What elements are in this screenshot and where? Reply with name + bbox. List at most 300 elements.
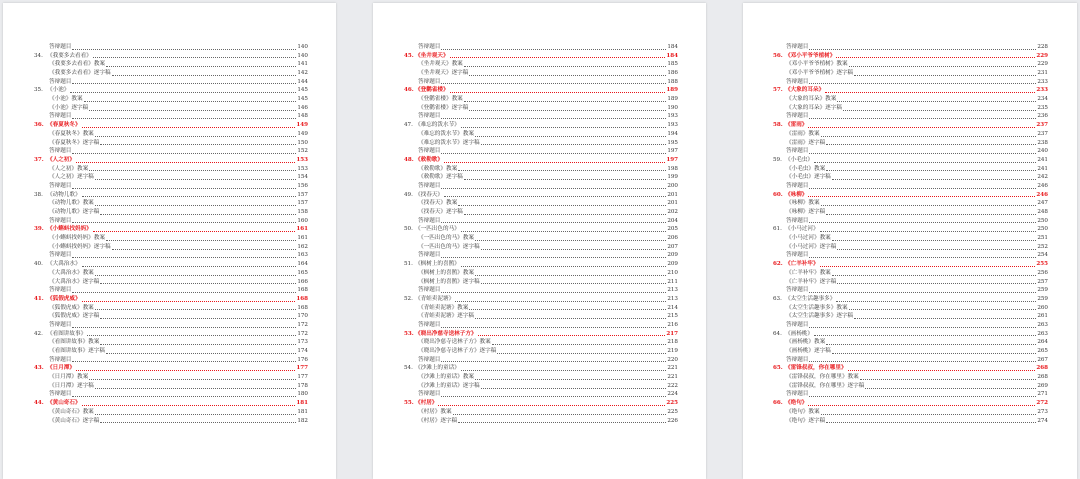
toc-sub-entry[interactable] xyxy=(373,95,706,104)
toc-entry-title: 《登鹳雀楼》 xyxy=(415,87,449,94)
toc-entry-title: 《村居》教案 xyxy=(418,408,452,415)
dot-leader xyxy=(100,144,296,145)
toc-entry-title: 《找春天》逐字稿 xyxy=(418,209,463,216)
dot-leader xyxy=(809,222,1036,223)
toc-page-number: 241 xyxy=(1037,165,1048,172)
toc-sub-entry[interactable] xyxy=(373,338,706,347)
toc-chapter-entry[interactable] xyxy=(743,225,1077,234)
toc-page-number: 165 xyxy=(297,269,308,276)
toc-entry-title: 《晓出净慈寺送林子方》逐字稿 xyxy=(418,348,497,355)
toc-sub-entry[interactable] xyxy=(373,147,706,156)
toc-sub-entry[interactable] xyxy=(743,278,1077,287)
dot-leader xyxy=(89,170,296,171)
toc-sub-entry[interactable] xyxy=(743,391,1077,400)
toc-sub-entry[interactable] xyxy=(743,139,1077,148)
toc-entry-number: 47. xyxy=(404,122,413,129)
toc-page-number: 197 xyxy=(667,148,678,155)
dot-leader xyxy=(826,344,1036,345)
toc-sub-entry[interactable] xyxy=(3,382,336,391)
dot-leader xyxy=(458,170,666,171)
toc-entry-title: 《一匹出色的马》逐字稿 xyxy=(418,243,480,250)
toc-sub-entry[interactable] xyxy=(373,43,706,52)
dot-leader xyxy=(82,196,297,197)
toc-chapter-entry[interactable] xyxy=(373,86,706,95)
toc-entry-title: 《小蝌蚪找妈妈》教案 xyxy=(49,235,105,242)
toc-entry-title: 《小马过河》教案 xyxy=(786,235,831,242)
toc-page-number: 213 xyxy=(667,287,678,294)
toc-entry-title: 答辩题目 xyxy=(418,78,441,85)
toc-sub-entry[interactable] xyxy=(373,113,706,122)
toc-entry-title: 《一匹出色的马》 xyxy=(415,226,460,233)
toc-sub-entry[interactable] xyxy=(743,269,1077,278)
toc-chapter-entry[interactable] xyxy=(743,191,1077,200)
toc-sub-entry[interactable] xyxy=(3,217,336,226)
toc-entry-number: 37. xyxy=(34,156,44,163)
toc-sub-entry[interactable] xyxy=(373,304,706,313)
toc-sub-entry[interactable] xyxy=(3,43,336,52)
toc-sub-entry[interactable] xyxy=(3,234,336,243)
toc-page-number: 177 xyxy=(297,374,308,381)
toc-entry-title: 《日月潭》教案 xyxy=(49,374,89,381)
toc-sub-entry[interactable] xyxy=(3,321,336,330)
toc-sub-entry[interactable] xyxy=(3,278,336,287)
toc-sub-entry[interactable] xyxy=(373,208,706,217)
toc-sub-entry[interactable] xyxy=(373,60,706,69)
toc-sub-entry[interactable] xyxy=(743,234,1077,243)
toc-chapter-entry[interactable] xyxy=(373,191,706,200)
toc-sub-entry[interactable] xyxy=(3,173,336,182)
dot-leader xyxy=(825,92,1035,93)
toc-sub-entry[interactable] xyxy=(3,243,336,252)
toc-sub-entry[interactable] xyxy=(3,312,336,321)
toc-chapter-entry[interactable] xyxy=(3,52,336,61)
toc-sub-entry[interactable] xyxy=(743,417,1077,426)
toc-entry-number: 45. xyxy=(404,52,414,59)
toc-sub-entry[interactable] xyxy=(3,208,336,217)
toc-sub-entry[interactable] xyxy=(373,382,706,391)
toc-sub-entry[interactable] xyxy=(3,95,336,104)
toc-page-number: 202 xyxy=(667,209,678,216)
toc-entry-title: 答辩题目 xyxy=(418,356,441,363)
toc-entry-title: 《黄山奇石》逐字稿 xyxy=(49,417,100,424)
toc-entry-number: 42. xyxy=(34,330,43,337)
toc-entry-title: 答辩题目 xyxy=(49,148,72,155)
dot-leader xyxy=(72,118,296,119)
toc-chapter-entry[interactable] xyxy=(743,156,1077,165)
toc-page-number: 265 xyxy=(1037,348,1048,355)
toc-sub-entry[interactable] xyxy=(373,269,706,278)
toc-sub-entry[interactable] xyxy=(3,286,336,295)
toc-chapter-entry[interactable] xyxy=(3,295,336,304)
toc-sub-entry[interactable] xyxy=(743,199,1077,208)
toc-sub-entry[interactable] xyxy=(3,338,336,347)
toc-page-number: 236 xyxy=(1037,113,1048,120)
toc-entry-number: 35. xyxy=(34,87,43,94)
toc-sub-entry[interactable] xyxy=(373,391,706,400)
toc-entry-title: 答辩题目 xyxy=(49,78,72,85)
toc-entry-title: 《咏柳》逐字稿 xyxy=(786,209,826,216)
toc-sub-entry[interactable] xyxy=(3,373,336,382)
dot-leader xyxy=(438,405,665,406)
dot-leader xyxy=(832,353,1037,354)
toc-entry-title: 《枫树上的喜鹊》逐字稿 xyxy=(418,278,480,285)
toc-chapter-entry[interactable] xyxy=(373,52,706,61)
toc-sub-entry[interactable] xyxy=(743,208,1077,217)
toc-sub-entry[interactable] xyxy=(373,69,706,78)
toc-sub-entry[interactable] xyxy=(373,321,706,330)
toc-sub-entry[interactable] xyxy=(743,408,1077,417)
toc-entry-title: 《太空生活趣事多》教案 xyxy=(786,304,848,311)
dot-leader xyxy=(89,379,296,380)
toc-entry-title: 《小蝌蚪找妈妈》逐字稿 xyxy=(49,243,111,250)
dot-leader xyxy=(820,266,1036,267)
toc-entry-title: 《沙滩上的童话》逐字稿 xyxy=(418,382,480,389)
toc-entry-title: 《大象的耳朵》 xyxy=(785,87,825,94)
page-2 xyxy=(373,3,706,479)
toc-sub-entry[interactable] xyxy=(743,43,1077,52)
toc-sub-entry[interactable] xyxy=(373,252,706,261)
toc-chapter-entry[interactable] xyxy=(743,52,1077,61)
toc-chapter-entry[interactable] xyxy=(743,86,1077,95)
toc-sub-entry[interactable] xyxy=(743,78,1077,87)
toc-chapter-entry[interactable] xyxy=(3,156,336,165)
toc-sub-entry[interactable] xyxy=(3,165,336,174)
toc-sub-entry[interactable] xyxy=(373,373,706,382)
toc-sub-entry[interactable] xyxy=(3,147,336,156)
toc-entry-title: 答辩题目 xyxy=(786,182,809,189)
toc-sub-entry[interactable] xyxy=(3,417,336,426)
toc-sub-entry[interactable] xyxy=(3,139,336,148)
toc-chapter-entry[interactable] xyxy=(3,191,336,200)
toc-page-number: 221 xyxy=(667,374,678,381)
toc-sub-entry[interactable] xyxy=(373,165,706,174)
dot-leader xyxy=(95,205,297,206)
toc-sub-entry[interactable] xyxy=(743,95,1077,104)
dot-leader xyxy=(809,83,1036,84)
toc-entry-title: 答辩题目 xyxy=(418,252,441,259)
dot-leader xyxy=(72,327,296,328)
toc-sub-entry[interactable] xyxy=(3,356,336,365)
toc-entry-number: 48. xyxy=(404,156,414,163)
toc-sub-entry[interactable] xyxy=(3,130,336,139)
toc-entry-title: 《狐假虎威》逐字稿 xyxy=(49,313,100,320)
toc-entry-title: 答辩题目 xyxy=(49,287,72,294)
toc-page-number: 268 xyxy=(1037,374,1048,381)
dot-leader xyxy=(441,361,666,362)
toc-sub-entry[interactable] xyxy=(3,252,336,261)
toc-entry-number: 54. xyxy=(404,365,413,372)
toc-entry-title: 《坐井观天》教案 xyxy=(418,61,463,68)
toc-entry-title: 《动物儿歌》逐字稿 xyxy=(49,209,100,216)
toc-entry-title: 答辩题目 xyxy=(49,321,72,328)
toc-sub-entry[interactable] xyxy=(373,234,706,243)
toc-entry-title: 答辩题目 xyxy=(49,43,72,50)
toc-sub-entry[interactable] xyxy=(373,243,706,252)
dot-leader xyxy=(112,249,297,250)
toc-page-number: 184 xyxy=(667,43,678,50)
toc-sub-entry[interactable] xyxy=(743,338,1077,347)
toc-entry-title: 《小蝌蚪找妈妈》 xyxy=(47,226,92,233)
toc-sub-entry[interactable] xyxy=(743,217,1077,226)
dot-leader xyxy=(475,318,666,319)
toc-sub-entry[interactable] xyxy=(743,69,1077,78)
toc-sub-entry[interactable] xyxy=(743,113,1077,122)
dot-leader xyxy=(809,361,1036,362)
toc-entry-title: 《枫树上的喜鹊》教案 xyxy=(418,269,474,276)
dot-leader xyxy=(837,283,1036,284)
dot-leader xyxy=(849,66,1037,67)
toc-chapter-entry[interactable] xyxy=(373,399,706,408)
toc-entry-title: 《小毛虫》 xyxy=(785,156,813,163)
dot-leader xyxy=(464,66,667,67)
toc-page-number: 255 xyxy=(1036,261,1048,268)
toc-entry-title: 《敕勒歌》 xyxy=(415,156,443,163)
toc-sub-entry[interactable] xyxy=(3,104,336,113)
toc-chapter-entry[interactable] xyxy=(373,225,706,234)
dot-leader xyxy=(95,136,297,137)
toc-sub-entry[interactable] xyxy=(743,347,1077,356)
dot-leader xyxy=(87,335,296,336)
toc-sub-entry[interactable] xyxy=(743,147,1077,156)
toc-entry-title: 《人之初》逐字稿 xyxy=(49,174,94,181)
toc-entry-title: 答辩题目 xyxy=(786,391,809,398)
toc-sub-entry[interactable] xyxy=(373,104,706,113)
toc-entry-title: 《小毛虫》逐字稿 xyxy=(786,174,831,181)
toc-chapter-entry[interactable] xyxy=(373,330,706,339)
toc-page-number: 269 xyxy=(1037,382,1048,389)
dot-leader xyxy=(497,353,666,354)
toc-sub-entry[interactable] xyxy=(373,173,706,182)
toc-entry-number: 58. xyxy=(773,122,783,129)
toc-page-number: 246 xyxy=(1037,182,1048,189)
dot-leader xyxy=(84,101,297,102)
toc-entry-title: 《雷雨》教案 xyxy=(786,130,820,137)
toc-entry-title: 答辩题目 xyxy=(786,252,809,259)
toc-sub-entry[interactable] xyxy=(743,243,1077,252)
toc-entry-number: 55. xyxy=(404,400,414,407)
dot-leader xyxy=(95,179,297,180)
toc-page-number: 193 xyxy=(667,113,678,120)
toc-sub-entry[interactable] xyxy=(743,252,1077,261)
toc-sub-entry[interactable] xyxy=(373,78,706,87)
toc-entry-title: 《大禹治水》 xyxy=(47,261,81,268)
toc-sub-entry[interactable] xyxy=(3,69,336,78)
dot-leader xyxy=(475,240,666,241)
toc-chapter-entry[interactable] xyxy=(743,295,1077,304)
toc-page-number: 200 xyxy=(667,182,678,189)
dot-leader xyxy=(809,118,1036,119)
dot-leader xyxy=(809,327,1036,328)
toc-entry-title: 答辩题目 xyxy=(418,287,441,294)
toc-page-number: 163 xyxy=(297,252,308,259)
toc-page-number: 234 xyxy=(1037,96,1048,103)
toc-list xyxy=(373,43,706,425)
toc-sub-entry[interactable] xyxy=(373,199,706,208)
toc-sub-entry[interactable] xyxy=(373,417,706,426)
toc-sub-entry[interactable] xyxy=(373,347,706,356)
dot-leader xyxy=(808,196,1035,197)
toc-chapter-entry[interactable] xyxy=(373,260,706,269)
toc-entry-title: 答辩题目 xyxy=(786,356,809,363)
toc-page-number: 157 xyxy=(297,191,308,198)
toc-entry-title: 《找春天》教案 xyxy=(418,200,458,207)
toc-page-number: 248 xyxy=(1037,209,1048,216)
toc-entry-title: 《日月潭》逐字稿 xyxy=(49,382,94,389)
dot-leader xyxy=(849,309,1037,310)
toc-sub-entry[interactable] xyxy=(3,113,336,122)
toc-page-number: 250 xyxy=(1037,226,1048,233)
toc-page-number: 177 xyxy=(296,365,308,372)
toc-entry-title: 《难忘的泼水节》 xyxy=(415,122,460,129)
toc-sub-entry[interactable] xyxy=(373,356,706,365)
toc-sub-entry[interactable] xyxy=(743,373,1077,382)
toc-page-number: 180 xyxy=(297,391,308,398)
toc-chapter-entry[interactable] xyxy=(3,364,336,373)
dot-leader xyxy=(441,49,666,50)
toc-sub-entry[interactable] xyxy=(3,304,336,313)
toc-sub-entry[interactable] xyxy=(373,217,706,226)
toc-entry-title: 《绝句》 xyxy=(785,400,808,407)
toc-chapter-entry[interactable] xyxy=(743,260,1077,269)
toc-entry-title: 《难忘的泼水节》逐字稿 xyxy=(418,139,480,146)
toc-page-number: 247 xyxy=(1037,200,1048,207)
toc-sub-entry[interactable] xyxy=(3,391,336,400)
toc-sub-entry[interactable] xyxy=(743,382,1077,391)
toc-chapter-entry[interactable] xyxy=(743,121,1077,130)
toc-chapter-entry[interactable] xyxy=(373,121,706,130)
toc-page-number: 237 xyxy=(1037,130,1048,137)
toc-sub-entry[interactable] xyxy=(743,173,1077,182)
toc-chapter-entry[interactable] xyxy=(743,399,1077,408)
toc-entry-title: 答辩题目 xyxy=(786,78,809,85)
toc-page-number: 206 xyxy=(667,235,678,242)
toc-sub-entry[interactable] xyxy=(3,199,336,208)
dot-leader xyxy=(453,414,667,415)
toc-chapter-entry[interactable] xyxy=(743,364,1077,373)
toc-sub-entry[interactable] xyxy=(743,104,1077,113)
toc-sub-entry[interactable] xyxy=(743,165,1077,174)
toc-sub-entry[interactable] xyxy=(3,269,336,278)
dot-leader xyxy=(95,414,297,415)
toc-page-number: 149 xyxy=(297,130,308,137)
toc-chapter-entry[interactable] xyxy=(3,399,336,408)
toc-entry-title: 《太空生活趣事多》 xyxy=(785,295,836,302)
dot-leader xyxy=(475,379,666,380)
toc-sub-entry[interactable] xyxy=(373,286,706,295)
toc-entry-title: 答辩题目 xyxy=(418,113,441,120)
toc-sub-entry[interactable] xyxy=(373,182,706,191)
toc-chapter-entry[interactable] xyxy=(373,295,706,304)
toc-entry-number: 64. xyxy=(773,330,782,337)
toc-page-number: 205 xyxy=(667,226,678,233)
toc-page-number: 251 xyxy=(1037,235,1048,242)
toc-chapter-entry[interactable] xyxy=(3,330,336,339)
toc-page-number: 140 xyxy=(297,43,308,50)
dot-leader xyxy=(464,101,667,102)
dot-leader xyxy=(72,153,296,154)
toc-entry-title: 《咏柳》教案 xyxy=(786,200,820,207)
toc-chapter-entry[interactable] xyxy=(373,156,706,165)
toc-chapter-entry[interactable] xyxy=(743,330,1077,339)
toc-sub-entry[interactable] xyxy=(3,408,336,417)
toc-sub-entry[interactable] xyxy=(373,278,706,287)
toc-entry-title: 《看图讲故事》教案 xyxy=(49,339,100,346)
dot-leader xyxy=(72,83,296,84)
toc-page-number: 194 xyxy=(667,130,678,137)
toc-sub-entry[interactable] xyxy=(743,60,1077,69)
toc-page-number: 216 xyxy=(667,321,678,328)
toc-entry-title: 《太空生活趣事多》逐字稿 xyxy=(786,313,854,320)
dot-leader xyxy=(72,188,296,189)
toc-page-number: 158 xyxy=(297,209,308,216)
toc-page-number: 172 xyxy=(297,330,308,337)
dot-leader xyxy=(809,153,1036,154)
toc-sub-entry[interactable] xyxy=(373,408,706,417)
toc-sub-entry[interactable] xyxy=(373,130,706,139)
dot-leader xyxy=(461,370,667,371)
dot-leader xyxy=(826,422,1036,423)
toc-sub-entry[interactable] xyxy=(743,130,1077,139)
toc-page-number: 198 xyxy=(667,165,678,172)
dot-leader xyxy=(72,396,296,397)
toc-page-number: 229 xyxy=(1037,61,1048,68)
toc-sub-entry[interactable] xyxy=(743,356,1077,365)
toc-page-number: 250 xyxy=(1037,217,1048,224)
toc-page-number: 226 xyxy=(667,417,678,424)
toc-entry-title: 《大象的耳朵》教案 xyxy=(786,96,837,103)
toc-page-number: 220 xyxy=(667,356,678,363)
toc-entry-title: 《小马过河》 xyxy=(785,226,819,233)
dot-leader xyxy=(100,422,296,423)
toc-page-number: 164 xyxy=(297,261,308,268)
toc-sub-entry[interactable] xyxy=(373,312,706,321)
toc-sub-entry[interactable] xyxy=(743,321,1077,330)
toc-entry-title: 答辩题目 xyxy=(786,287,809,294)
toc-sub-entry[interactable] xyxy=(743,286,1077,295)
toc-sub-entry[interactable] xyxy=(3,78,336,87)
toc-chapter-entry[interactable] xyxy=(3,86,336,95)
toc-entry-title: 答辩题目 xyxy=(49,356,72,363)
toc-page-number: 176 xyxy=(297,356,308,363)
toc-sub-entry[interactable] xyxy=(373,139,706,148)
toc-chapter-entry[interactable] xyxy=(373,364,706,373)
toc-entry-number: 46. xyxy=(404,87,414,94)
toc-sub-entry[interactable] xyxy=(3,60,336,69)
toc-entry-title: 《难忘的泼水节》教案 xyxy=(418,130,474,137)
toc-page-number: 225 xyxy=(667,408,678,415)
toc-chapter-entry[interactable] xyxy=(3,225,336,234)
toc-entry-title: 《春夏秋冬》 xyxy=(47,122,81,129)
dot-leader xyxy=(441,396,666,397)
toc-chapter-entry[interactable] xyxy=(3,121,336,130)
toc-sub-entry[interactable] xyxy=(743,312,1077,321)
dot-leader xyxy=(854,75,1036,76)
toc-chapter-entry[interactable] xyxy=(3,260,336,269)
toc-entry-title: 《雷锋叔叔，你在哪里》 xyxy=(785,365,847,372)
toc-sub-entry[interactable] xyxy=(3,347,336,356)
dot-leader xyxy=(441,257,666,258)
toc-page-number: 201 xyxy=(667,200,678,207)
toc-page-number: 221 xyxy=(667,365,678,372)
toc-sub-entry[interactable] xyxy=(743,182,1077,191)
toc-page-number: 225 xyxy=(666,400,678,407)
dot-leader xyxy=(826,144,1036,145)
toc-entry-number: 56. xyxy=(773,52,783,59)
toc-sub-entry[interactable] xyxy=(3,182,336,191)
toc-entry-number: 44. xyxy=(34,400,44,407)
toc-entry-title: 《画杨桃》教案 xyxy=(786,339,826,346)
toc-sub-entry[interactable] xyxy=(743,304,1077,313)
